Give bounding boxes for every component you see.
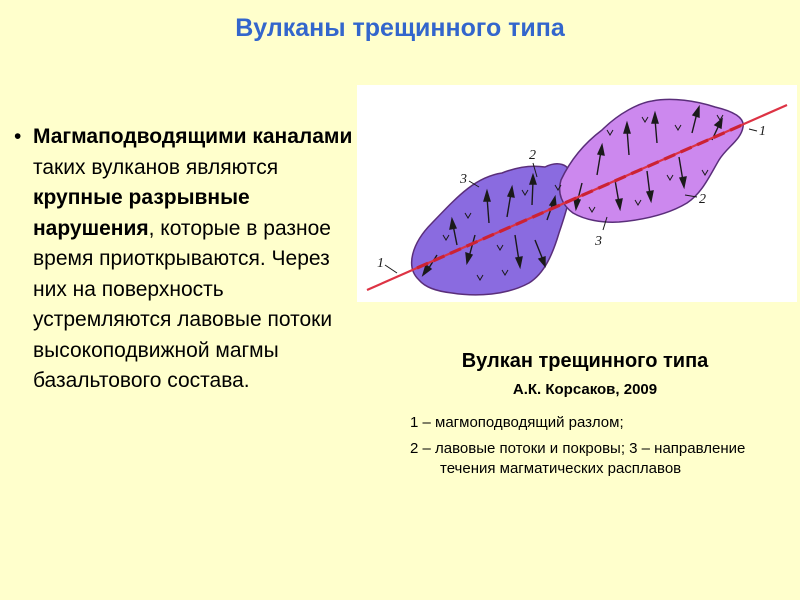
label-fault-right: 1 [759, 124, 766, 139]
label-direction-bottom: 3 [595, 234, 602, 249]
bullet-text [33, 122, 354, 397]
right-lava-lobe [560, 99, 744, 222]
text-segment-1: таких вулканов являются [33, 155, 279, 179]
volcano-diagram [357, 85, 797, 302]
label-flows-right: 2 [699, 192, 706, 207]
bold-term-channels: Магмаподводящими каналами [33, 125, 353, 148]
figure-caption [410, 350, 760, 485]
bold-term-faults: крупные разрывные нарушения [33, 186, 250, 240]
volcano-diagram-svg [357, 85, 797, 302]
label-fault-left: 1 [377, 256, 384, 271]
legend-item-1: 1 – магмоподводящий разлом; [410, 414, 624, 431]
label-flows-top: 2 [529, 148, 536, 163]
caption-title: Вулкан трещинного типа [461, 350, 709, 372]
text-segment-2: , которые в разное время приоткрываются. Через них на поверхность устремляются лавовые потоки высокоподвижной магмы базальтового состава. [33, 216, 333, 392]
slide-title: Вулканы трещинного типа [235, 14, 565, 42]
bullet-paragraph [14, 122, 354, 397]
legend-item-2: 2 – лавовые потоки и покровы; 3 – направление течения магматических расплавов [410, 440, 746, 477]
bullet-dot: • [14, 125, 22, 148]
label-direction-left: 3 [460, 172, 467, 187]
left-lava-lobe [412, 164, 571, 295]
caption-author: А.К. Корсаков, 2009 [512, 381, 658, 398]
